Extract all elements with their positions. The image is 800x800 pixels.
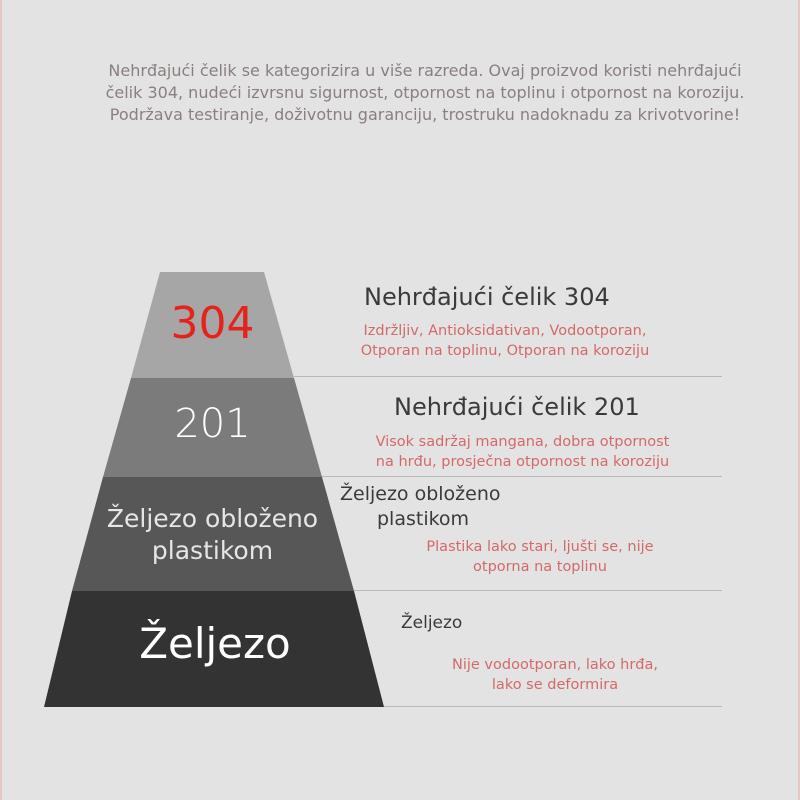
divider bbox=[294, 376, 722, 377]
level-title: Nehrđajući čelik 304 bbox=[364, 283, 610, 311]
level-description bbox=[345, 432, 700, 472]
divider bbox=[354, 590, 722, 591]
level-description bbox=[400, 655, 710, 695]
pyramid-label-304: 304 bbox=[170, 298, 255, 349]
title-line: Željezo obloženo bbox=[340, 483, 501, 505]
description-line: Visok sadržaj mangana, dobra otpornost bbox=[375, 434, 670, 450]
level-description bbox=[380, 537, 700, 577]
description-line: Nije vodootporan, lako hrđa, bbox=[452, 657, 658, 673]
divider bbox=[322, 476, 722, 477]
level-description bbox=[330, 321, 680, 361]
divider bbox=[384, 706, 722, 707]
pyramid-label-plastic-coated-iron bbox=[95, 503, 330, 567]
intro-line: Nehrđajući čelik se kategorizira u više razreda. Ovaj proizvod koristi nehrđajući bbox=[108, 61, 742, 80]
description-line: na hrđu, prosječna otpornost na koroziju bbox=[375, 454, 670, 470]
pyramid-label-line: plastikom bbox=[151, 536, 274, 565]
pyramid-label-line: Željezo obloženo bbox=[106, 504, 319, 533]
description-line: lako se deformira bbox=[491, 677, 619, 693]
description-line: Izdržljiv, Antioksidativan, Vodootporan, bbox=[363, 323, 647, 339]
level-title: Željezo bbox=[401, 613, 463, 633]
level-title bbox=[340, 482, 501, 532]
pyramid-label-iron: Željezo bbox=[139, 619, 291, 668]
pyramid-label-201: 201 bbox=[174, 401, 251, 447]
description-line: otporna na toplinu bbox=[473, 559, 607, 575]
description-line: Plastika lako stari, ljušti se, nije bbox=[426, 539, 654, 555]
intro-line: Podržava testiranje, doživotnu garanciju, trostruku nadoknadu za krivotvorine! bbox=[109, 105, 741, 124]
title-line: plastikom bbox=[377, 508, 470, 530]
level-title: Nehrđajući čelik 201 bbox=[394, 393, 640, 421]
description-line: Otporan na toplinu, Otporan na koroziju bbox=[360, 343, 650, 359]
intro-line: čelik 304, nudeći izvrsnu sigurnost, otpornost na toplinu i otpornost na koroziju. bbox=[105, 83, 745, 102]
